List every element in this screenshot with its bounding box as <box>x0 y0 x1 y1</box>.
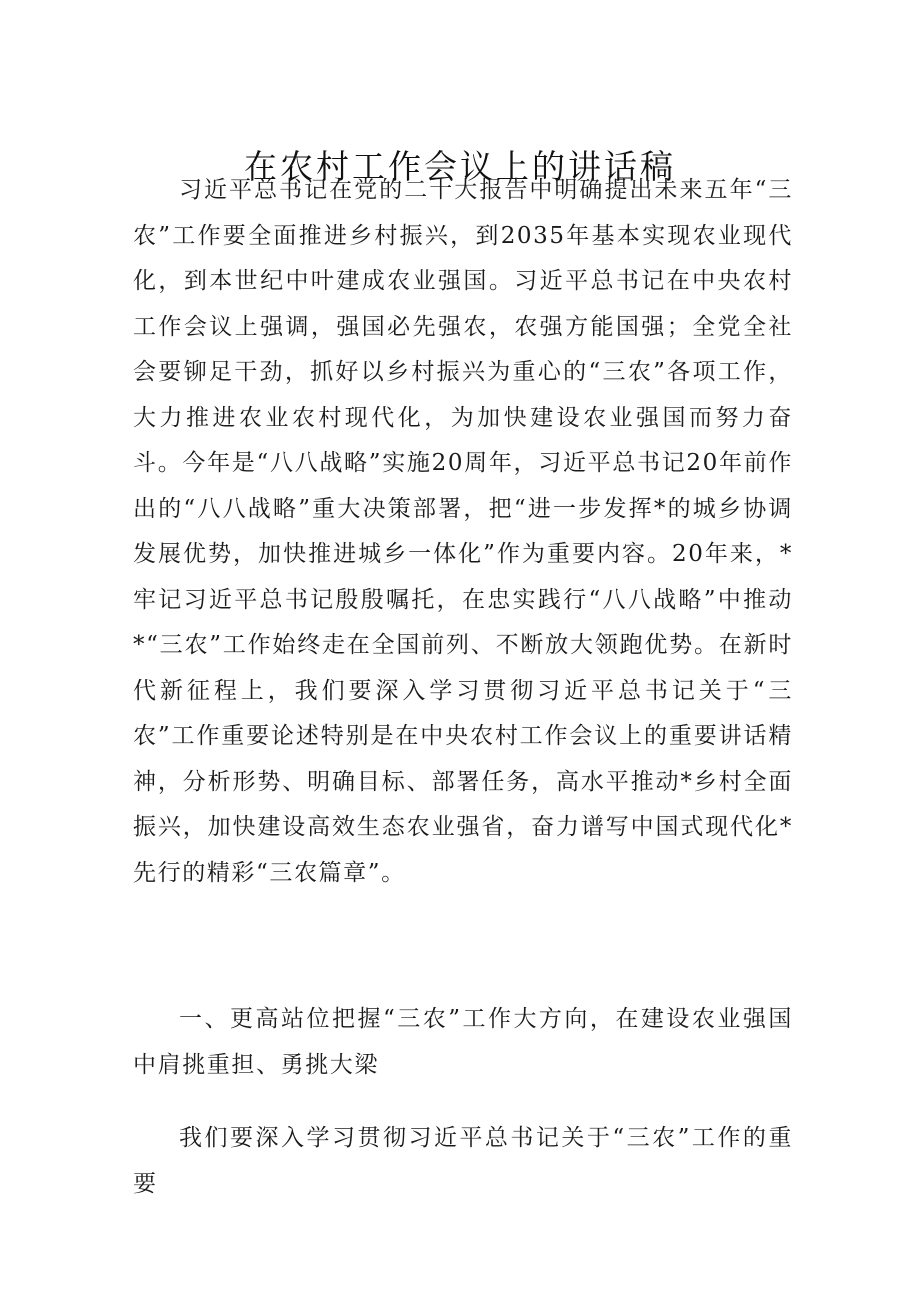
section-heading: 一、更高站位把握“三农”工作大方向，在建设农业强国中肩挑重担、勇挑大梁 <box>133 1006 793 1078</box>
body-paragraph: 我们要深入学习贯彻习近平总书记关于“三农”工作的重要 <box>133 1125 793 1197</box>
document-title: 在农村工作会议上的讲话稿 <box>244 147 676 186</box>
intro-paragraph: 习近平总书记在党的二十大报告中明确提出未来五年“三农”工作要全面推进乡村振兴，到2035年基本实现农业现代化，到本世纪中叶建成农业强国。习近平总书记在中央农村工作会议上强调，强国必先强农，农强方能国强；全党全社会要铆足干劲，抓好以乡村振兴为重心的“三农”各项工作，大力推进农业农村现代化，为加快建设农业强国而努力奋斗。今年是“八八战略”实施20周年，习近平总书记20年前作出的“八八战略”重大决策部署，把“进一步发挥*的城乡协调发展优势，加快推进城乡一体化”作为重要内容。20年来，*牢记习近平总书记殷殷嘱托，在忠实践行“八八战略”中推动*“三农”工作始终走在全国前列、不断放大领跑优势。在新时代新征程上，我们要深入学习贯彻习近平总书记关于“三农”工作重要论述特别是在中央农村工作会议上的重要讲话精神，分析形势、明确目标、部署任务，高水平推动*乡村全面振兴，加快建设高效生态农业强省，奋力谱写中国式现代化*先行的精彩“三农篇章”。 <box>133 177 793 886</box>
